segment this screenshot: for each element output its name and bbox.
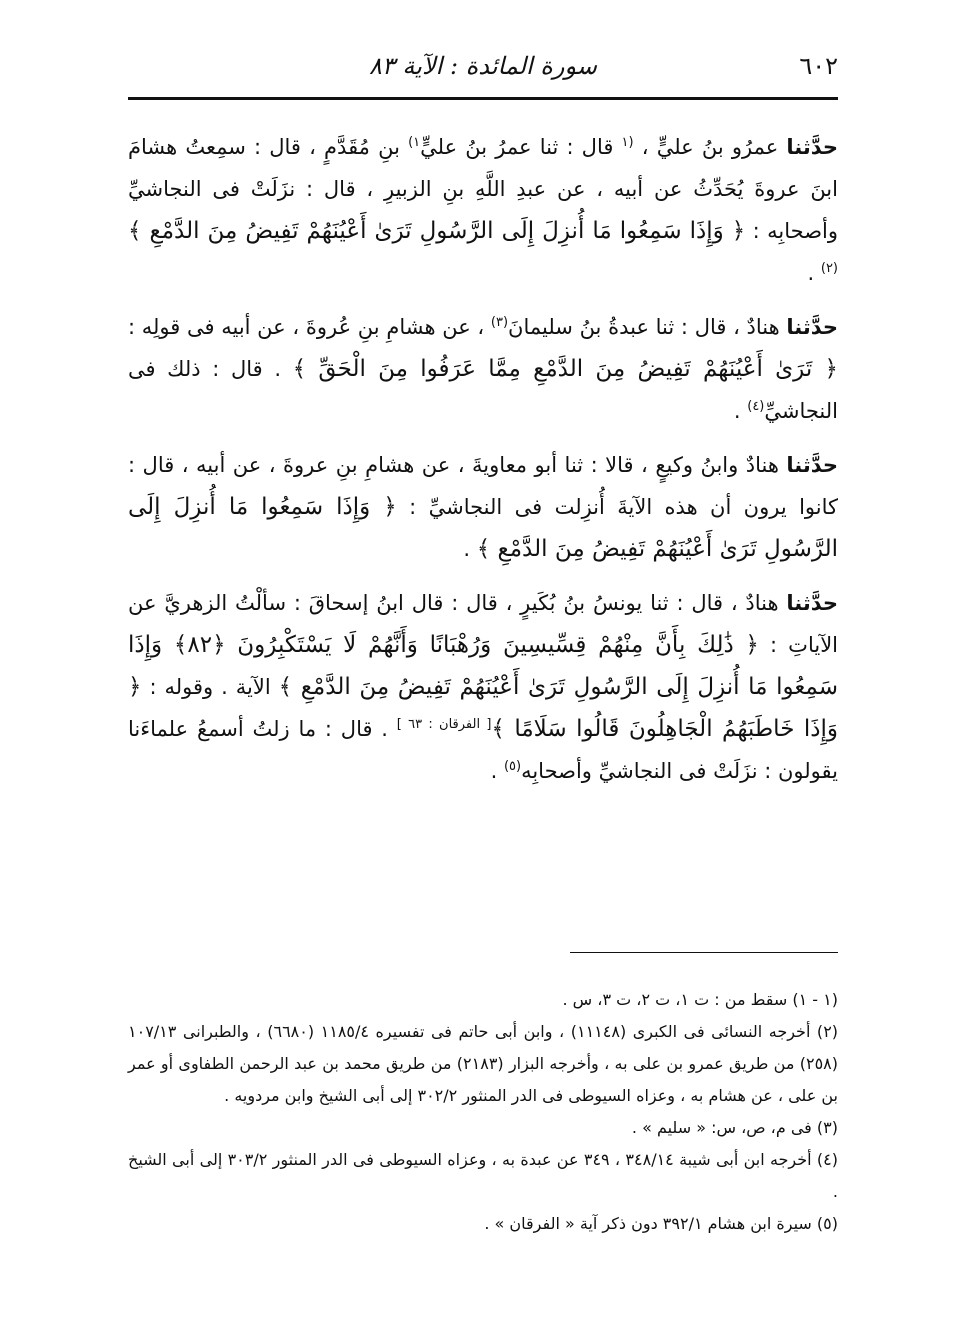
text-run: هنادٌ ، قال : ثنا عبدةُ بنُ سليمانَ <box>508 315 787 339</box>
footnote-ref: (٢) <box>820 261 838 276</box>
hadith-paragraph <box>128 126 838 294</box>
quran-verse: ﴿ وَإِذَا سَمِعُوا مَا أُنزِلَ إِلَى الرَّسُولِ تَرَىٰ أَعْيُنَهُمْ تَفِيضُ مِنَ الدَّمْعِ ﴾ <box>128 494 838 562</box>
page-header <box>128 48 838 88</box>
footnote-ref: (١ <box>621 135 634 150</box>
text-run: . قال : ما زلتُ أسمعُ علماءَنا يقولون : نزَلَتْ فى النجاشيِّ وأصحابِه <box>128 717 838 783</box>
footnote: (١ - ١) سقط من : ت ١، ت ٢، ت ٣، س . <box>562 990 838 1009</box>
hadith-paragraph <box>128 582 838 792</box>
quran-verse: ﴿ تَرَىٰ أَعْيُنَهُمْ تَفِيضُ مِنَ الدَّمْعِ مِمَّا عَرَفُوا مِنَ الْحَقِّ ﴾ <box>292 356 839 382</box>
footnote: (٣) فى م، ص، س: « سليم » . <box>631 1118 838 1137</box>
text-run: بنِ مُقَدَّمٍ ، قال : سمِعتُ هشامَ ابنَ عروةَ يُحَدِّثُ عن أبيه ، عن عبدِ اللَّهِ بنِ الزبيرِ ، قال : نزَلَتْ فى النجاشيِّ وأصحابِه : <box>128 135 839 243</box>
hadith-paragraph <box>128 444 838 570</box>
footnote-ref: (٥) <box>503 759 522 774</box>
text-run: عمرُو بنُ عليٍّ ، <box>633 135 787 159</box>
footnote: (٢) أخرجه النسائى فى الكبرى (١١١٤٨) ، وابن أبى حاتم فى تفسيره ١١٨٥/٤ (٦٦٨٠) ، والطبرانى ١٠٧/١٣ (٢٥٨) من طريق عمرو بن على به ، وأخرجه البزار (٢١٨٣) من طريق محمد بن عبد الرحمن الطفاوى أو عمر بن على ، عن هشام به ، وعزاه السيوطى فى الدر المنثور ٣٠٢/٢ إلى أبى الشيخ وابن مردويه . <box>128 1022 839 1105</box>
quran-verse: ﴿ وَإِذَا سَمِعُوا مَا أُنزِلَ إِلَى الرَّسُولِ تَرَىٰ أَعْيُنَهُمْ تَفِيضُ مِنَ الدَّمْعِ ﴾ <box>128 218 746 244</box>
text-run: هنادٌ وابنُ وكيعٍ ، قالا : ثنا أبو معاويةَ ، عن هشامِ بنِ عروةَ ، عن أبيه ، قال : كانوا يرون أن هذه الآيةَ أُنزِلت فى النجاشيِّ : <box>128 453 838 519</box>
text-run: قال : ثنا عمرُ بنُ عليٍّ <box>420 135 622 159</box>
text-run: . <box>733 399 748 423</box>
footnote-ref: (٣) <box>490 315 509 330</box>
quran-verse: ﴿ وَإِذَا خَاطَبَهُمُ الْجَاهِلُونَ قَالُوا سَلَامًا ﴾ <box>128 674 838 742</box>
footnote: (٤) أخرجه ابن أبى شيبة ٣٤٨/١٤ ، ٣٤٩ عن عبدة به ، وعزاه السيوطى فى الدر المنثور ٣٠٣/٢ إلى أبى الشيخ . <box>128 1150 838 1201</box>
text-run: . <box>807 261 821 285</box>
hadith-paragraph <box>128 306 838 432</box>
footnote-ref: ١) <box>408 135 421 150</box>
footnote-rule <box>570 952 838 953</box>
text-run: الآية . وقوله : <box>141 675 279 699</box>
text-run: ، عن هشامِ بنِ عُروةَ ، عن أبيه فى قولِه : <box>128 315 491 339</box>
running-title: سورة المائدة : الآية ٨٣ <box>369 52 597 80</box>
footnote: (٥) سيرة ابن هشام ٣٩٢/١ دون ذكر آية « الفرقان » . <box>484 1214 838 1233</box>
text-run: . قال : ذلك فى النجاشيِّ <box>128 357 838 423</box>
text-run: . <box>490 759 504 783</box>
hadtahana-lead: حدَّثنا <box>786 453 838 477</box>
hadtahana-lead: حدَّثنا <box>786 591 838 615</box>
hadtahana-lead: حدَّثنا <box>786 135 839 159</box>
text-run: . <box>463 537 477 561</box>
quran-verse: ﴿ ذَٰلِكَ بِأَنَّ مِنْهُمْ قِسِّيسِينَ وَرُهْبَانًا وَأَنَّهُمْ لَا يَسْتَكْبِرُونَ ﴿٨٢﴾ وَإِذَا سَمِعُوا مَا أُنزِلَ إِلَى الرَّسُولِ تَرَىٰ أَعْيُنَهُمْ تَفِيضُ مِنَ الدَّمْعِ ﴾ <box>128 632 839 700</box>
footnote-ref: [ الفرقان : ٦٣ ] <box>396 717 492 732</box>
main-text <box>128 126 838 804</box>
footnote-ref: (٤) <box>747 399 765 414</box>
header-rule <box>128 97 838 100</box>
page-number: ٦٠٢ <box>799 52 838 80</box>
footnotes <box>128 984 838 1240</box>
hadtahana-lead: حدَّثنا <box>786 315 838 339</box>
text-run: هنادٌ ، قال : ثنا يونسُ بنُ بُكَيرٍ ، قال : قال ابنُ إسحاقَ : سألْتُ الزهريَّ عن الآياتِ : <box>128 591 839 657</box>
